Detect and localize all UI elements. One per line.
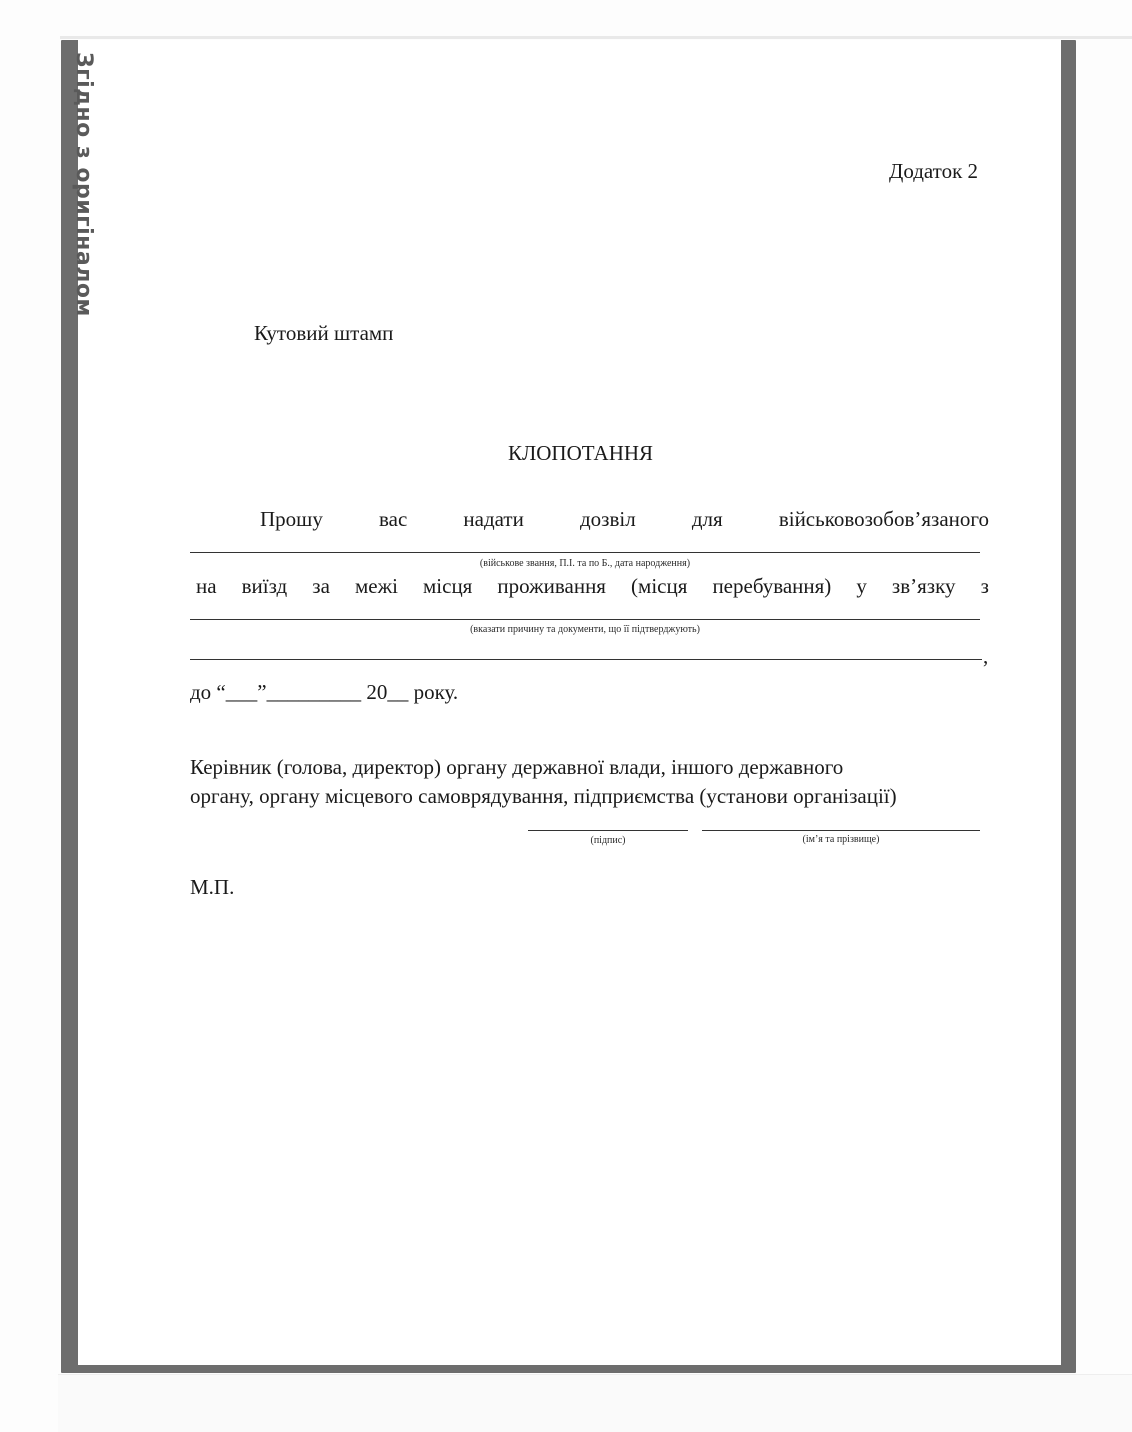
line1-word: для — [691, 507, 723, 531]
fill-line-3 — [190, 659, 982, 660]
corner-stamp-label: Кутовий штамп — [254, 321, 394, 345]
line1-word: дозвіл — [579, 507, 636, 531]
signature-caption: (підпис) — [590, 835, 626, 846]
top-edge-strip — [60, 36, 1132, 39]
line2-word: за — [312, 574, 330, 598]
line2-word: у — [856, 574, 867, 598]
document-title: КЛОПОТАННЯ — [508, 441, 654, 465]
request-line-2 — [196, 576, 989, 597]
name-caption: (ім’я та прізвище) — [802, 834, 880, 845]
line2-word: на — [196, 574, 217, 598]
head-title-line-2: органу, органу місцевого самоврядування, підприємства (установи організації) — [190, 784, 897, 808]
fill-line-1 — [190, 552, 980, 553]
fill-line-2 — [190, 619, 980, 620]
line1-word: надати — [463, 507, 524, 531]
head-title-line-1: Керівник (голова, директор) органу державної влади, іншого державного — [190, 755, 844, 779]
bottom-edge-strip — [58, 1374, 1132, 1432]
fill-line-3-comma: , — [983, 644, 989, 668]
line2-word: з — [980, 574, 989, 598]
line2-word: межі — [354, 574, 398, 598]
signature-line — [528, 830, 688, 831]
request-line-1 — [260, 509, 989, 530]
margin-certification-stamp: Згідно з оригіналом — [71, 52, 96, 317]
line1-word: вас — [378, 507, 408, 531]
line1-word: військовозобов’язаного — [778, 507, 989, 531]
seal-placeholder: М.П. — [190, 875, 235, 899]
date-line: до “___”_________ 20__ року. — [190, 680, 459, 704]
line2-word: проживання — [497, 574, 606, 598]
line2-word: місця — [423, 574, 473, 598]
caption-serviceman-details: (військове звання, П.І. та по Б., дата народження) — [479, 558, 691, 569]
line2-word: зв’язку — [891, 574, 956, 598]
name-line — [702, 830, 980, 831]
line1-word: Прошу — [260, 507, 323, 531]
line2-word: виїзд — [241, 574, 288, 598]
annex-label: Додаток 2 — [889, 159, 979, 183]
line2-word: перебування) — [712, 574, 832, 598]
line2-word: (місця — [631, 574, 688, 598]
caption-reason: (вказати причину та документи, що її підтверджують) — [470, 624, 700, 635]
